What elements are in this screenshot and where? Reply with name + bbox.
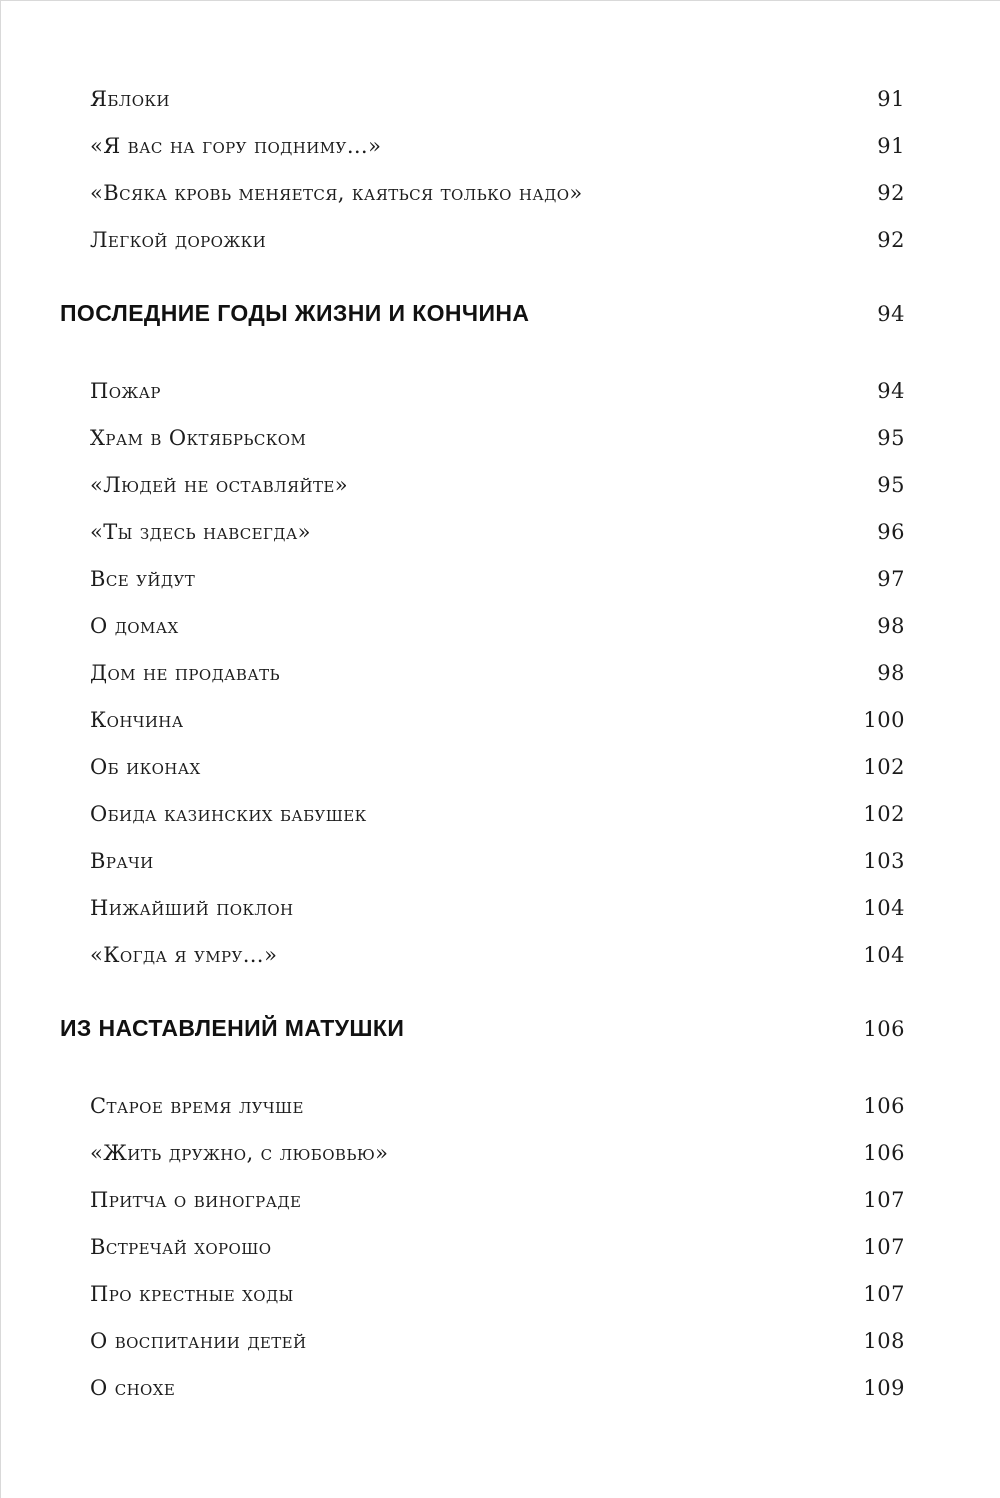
section-heading-label: ПОСЛЕДНИЕ ГОДЫ ЖИЗНИ И КОНЧИНА bbox=[60, 300, 530, 326]
toc-entry-page: 98 bbox=[877, 661, 905, 685]
toc-entry bbox=[60, 84, 905, 114]
section-heading-page: 106 bbox=[863, 1017, 905, 1041]
toc-entry-page: 96 bbox=[877, 520, 905, 544]
toc-entry bbox=[60, 1373, 905, 1403]
toc-entry-page: 107 bbox=[863, 1235, 905, 1259]
toc-entry bbox=[60, 940, 905, 970]
toc-entry-page: 91 bbox=[877, 87, 905, 111]
toc bbox=[60, 84, 905, 1403]
section-heading bbox=[60, 1012, 905, 1045]
toc-entry-label: Легкой дорожки bbox=[90, 228, 267, 252]
toc-entry-label: Пожар bbox=[90, 379, 161, 403]
toc-entry-page: 92 bbox=[877, 228, 905, 252]
section-entries bbox=[60, 84, 905, 255]
toc-entry-label: Кончина bbox=[90, 708, 184, 732]
toc-entry bbox=[60, 1138, 905, 1168]
toc-entry bbox=[60, 846, 905, 876]
toc-entry bbox=[60, 131, 905, 161]
toc-entry-page: 97 bbox=[877, 567, 905, 591]
toc-entry-page: 106 bbox=[863, 1141, 905, 1165]
toc-entry-page: 91 bbox=[877, 134, 905, 158]
toc-entry-label: О домах bbox=[90, 614, 179, 638]
toc-entry bbox=[60, 1232, 905, 1262]
toc-entry-label: Старое время лучше bbox=[90, 1094, 304, 1118]
toc-entry bbox=[60, 376, 905, 406]
section-entries bbox=[60, 1091, 905, 1403]
toc-entry-label: Встречай хорошо bbox=[90, 1235, 272, 1259]
toc-entry bbox=[60, 705, 905, 735]
toc-entry-page: 107 bbox=[863, 1188, 905, 1212]
toc-entry-page: 104 bbox=[863, 896, 905, 920]
toc-entry bbox=[60, 611, 905, 641]
toc-entry-page: 104 bbox=[863, 943, 905, 967]
toc-entry-label: Дом не продавать bbox=[90, 661, 281, 685]
toc-entry-page: 109 bbox=[863, 1376, 905, 1400]
toc-entry bbox=[60, 178, 905, 208]
toc-entry-page: 107 bbox=[863, 1282, 905, 1306]
toc-entry bbox=[60, 799, 905, 829]
toc-entry bbox=[60, 423, 905, 453]
toc-entry-page: 102 bbox=[863, 755, 905, 779]
toc-entry-label: «Всяка кровь меняется, каяться только надо» bbox=[90, 181, 583, 205]
toc-entry-label: Об иконах bbox=[90, 755, 201, 779]
toc-entry bbox=[60, 1091, 905, 1121]
section-entries bbox=[60, 376, 905, 970]
toc-entry-label: Про крестные ходы bbox=[90, 1282, 294, 1306]
toc-entry-label: Притча о винограде bbox=[90, 1188, 302, 1212]
toc-entry-label: О воспитании детей bbox=[90, 1329, 307, 1353]
toc-entry bbox=[60, 658, 905, 688]
toc-entry-label: «Ты здесь навсегда» bbox=[90, 520, 311, 544]
toc-entry bbox=[60, 564, 905, 594]
toc-entry-page: 103 bbox=[863, 849, 905, 873]
toc-entry-label: Все уйдут bbox=[90, 567, 196, 591]
toc-entry-label: Врачи bbox=[90, 849, 154, 873]
toc-entry-page: 102 bbox=[863, 802, 905, 826]
toc-entry-page: 95 bbox=[877, 473, 905, 497]
toc-entry-page: 95 bbox=[877, 426, 905, 450]
toc-entry bbox=[60, 893, 905, 923]
toc-entry-page: 94 bbox=[877, 379, 905, 403]
toc-entry bbox=[60, 752, 905, 782]
toc-entry bbox=[60, 1326, 905, 1356]
toc-entry-label: О снохе bbox=[90, 1376, 176, 1400]
toc-entry bbox=[60, 470, 905, 500]
toc-entry-page: 100 bbox=[863, 708, 905, 732]
toc-entry-page: 98 bbox=[877, 614, 905, 638]
section-heading-page: 94 bbox=[877, 302, 905, 326]
toc-entry-label: Яблоки bbox=[90, 87, 170, 111]
toc-entry-label: «Людей не оставляйте» bbox=[90, 473, 348, 497]
toc-entry-label: Обида казинских бабушек bbox=[90, 802, 367, 826]
toc-entry-label: «Когда я умру…» bbox=[90, 943, 278, 967]
toc-entry bbox=[60, 1279, 905, 1309]
toc-entry-label: «Я вас на гору подниму…» bbox=[90, 134, 382, 158]
toc-entry-label: Храм в Октябрьском bbox=[90, 426, 307, 450]
toc-entry-page: 106 bbox=[863, 1094, 905, 1118]
section-heading bbox=[60, 297, 905, 330]
toc-entry bbox=[60, 1185, 905, 1215]
toc-entry bbox=[60, 517, 905, 547]
toc-entry-page: 92 bbox=[877, 181, 905, 205]
toc-entry-label: «Жить дружно, с любовью» bbox=[90, 1141, 389, 1165]
toc-entry bbox=[60, 225, 905, 255]
toc-entry-page: 108 bbox=[863, 1329, 905, 1353]
section-heading-label: ИЗ НАСТАВЛЕНИЙ МАТУШКИ bbox=[60, 1015, 405, 1041]
toc-entry-label: Нижайший поклон bbox=[90, 896, 294, 920]
